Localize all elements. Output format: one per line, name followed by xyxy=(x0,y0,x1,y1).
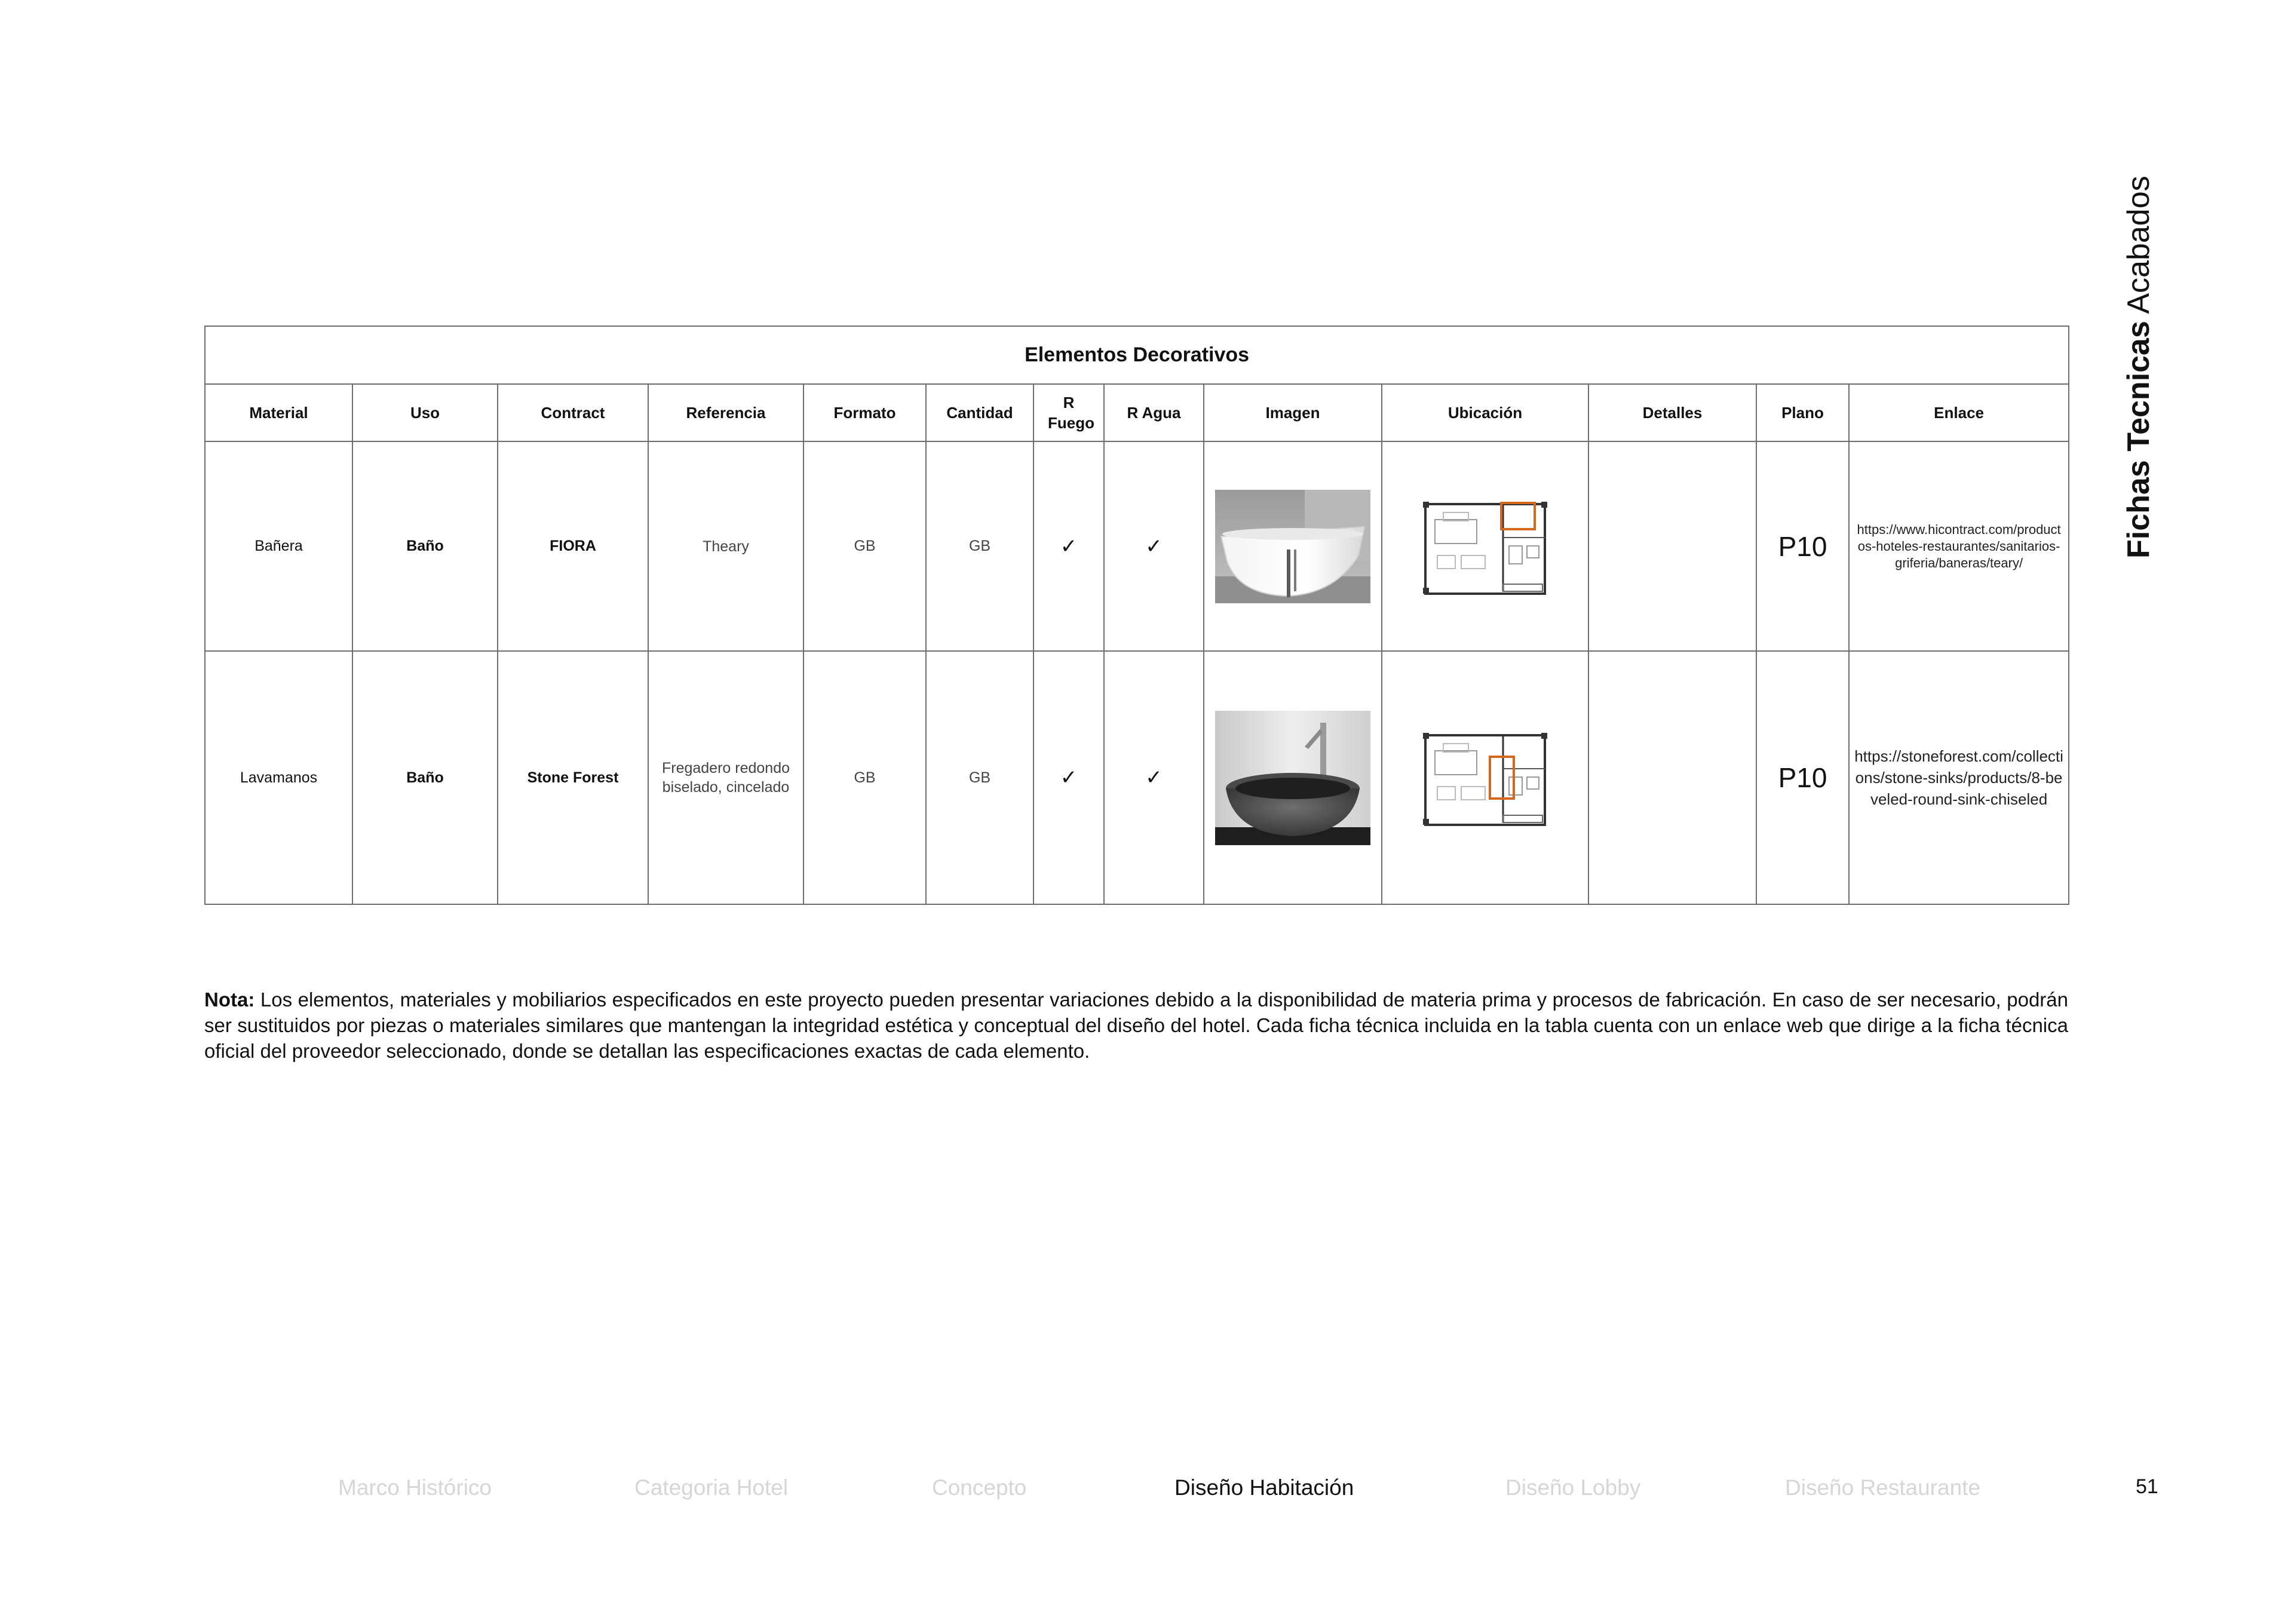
cell-imagen xyxy=(1204,441,1382,651)
header-referencia: Referencia xyxy=(648,384,803,441)
sink-photo xyxy=(1215,711,1370,845)
note-paragraph xyxy=(204,987,2068,1064)
header-contract: Contract xyxy=(498,384,648,441)
table-title: Elementos Decorativos xyxy=(205,326,2069,384)
cell-cantidad: GB xyxy=(926,441,1033,651)
cell-r-fuego: ✓ xyxy=(1033,441,1104,651)
header-detalles: Detalles xyxy=(1588,384,1756,441)
section-title-bold: Fichas Tecnicas xyxy=(2121,321,2156,558)
cell-detalles xyxy=(1588,651,1756,904)
bathtub-photo xyxy=(1215,490,1370,603)
nav-item-concepto[interactable]: Concepto xyxy=(932,1475,1027,1500)
nav-item-diseno-restaurante[interactable]: Diseño Restaurante xyxy=(1785,1475,1981,1500)
section-title-light: Acabados xyxy=(2121,176,2156,314)
header-material: Material xyxy=(205,384,352,441)
cell-imagen xyxy=(1204,651,1382,904)
cell-ubicacion xyxy=(1382,441,1588,651)
cell-plano: P10 xyxy=(1756,441,1849,651)
nav-item-diseno-habitacion[interactable]: Diseño Habitación xyxy=(1174,1475,1354,1500)
note-label: Nota: xyxy=(204,988,255,1011)
section-title xyxy=(2112,140,2166,558)
header-r-agua: R Agua xyxy=(1104,384,1204,441)
table-header-row xyxy=(205,384,2069,441)
floor-plan-icon xyxy=(1419,496,1551,597)
header-formato: Formato xyxy=(803,384,926,441)
header-r-fuego-label: R Fuego xyxy=(1048,394,1094,432)
bottom-navigation xyxy=(0,1475,2294,1511)
cell-referencia: Fregadero redondo biselado, cincelado xyxy=(648,651,803,904)
nav-item-diseno-lobby[interactable]: Diseño Lobby xyxy=(1505,1475,1641,1500)
cell-r-fuego: ✓ xyxy=(1033,651,1104,904)
cell-detalles xyxy=(1588,441,1756,651)
cell-plano: P10 xyxy=(1756,651,1849,904)
cell-contract: Stone Forest xyxy=(498,651,648,904)
cell-enlace-link[interactable]: https://www.hicontract.com/productos-hoteles-restaurantes/sanitarios-griferia/baneras/teary/ xyxy=(1849,441,2069,651)
cell-ubicacion xyxy=(1382,651,1588,904)
header-cantidad: Cantidad xyxy=(926,384,1033,441)
table-row xyxy=(205,651,2069,904)
header-plano: Plano xyxy=(1756,384,1849,441)
cell-contract: FIORA xyxy=(498,441,648,651)
table-row xyxy=(205,441,2069,651)
spec-table xyxy=(204,326,2069,905)
cell-uso: Baño xyxy=(352,651,498,904)
header-ubicacion: Ubicación xyxy=(1382,384,1588,441)
nav-item-marco-historico[interactable]: Marco Histórico xyxy=(338,1475,492,1500)
cell-material: Bañera xyxy=(205,441,352,651)
cell-formato: GB xyxy=(803,651,926,904)
page-number: 51 xyxy=(2136,1475,2158,1498)
note-text: Los elementos, materiales y mobiliarios especificados en este proyecto pueden presentar variaciones debido a la disponibilidad de materia prima y procesos de fabricación. En caso de ser necesario, podrán ser sustituidos por piezas o materiales similares que mantengan la integridad estética y conceptual del diseño del hotel. Cada ficha técnica incluida en la tabla cuenta con un enlace web que dirige a la ficha técnica oficial del proveedor seleccionado, donde se detallan las especificaciones exactas de cada elemento. xyxy=(204,988,2068,1062)
cell-r-agua: ✓ xyxy=(1104,651,1204,904)
nav-item-categoria-hotel[interactable]: Categoria Hotel xyxy=(634,1475,789,1500)
header-imagen: Imagen xyxy=(1204,384,1382,441)
header-r-fuego xyxy=(1033,384,1104,441)
header-uso: Uso xyxy=(352,384,498,441)
cell-uso: Baño xyxy=(352,441,498,651)
cell-formato: GB xyxy=(803,441,926,651)
cell-cantidad: GB xyxy=(926,651,1033,904)
cell-referencia: Theary xyxy=(648,441,803,651)
header-enlace: Enlace xyxy=(1849,384,2069,441)
floor-plan-icon xyxy=(1419,727,1551,828)
cell-material: Lavamanos xyxy=(205,651,352,904)
cell-enlace-link[interactable]: https://stoneforest.com/collections/stone-sinks/products/8-beveled-round-sink-chiseled xyxy=(1849,651,2069,904)
cell-r-agua: ✓ xyxy=(1104,441,1204,651)
